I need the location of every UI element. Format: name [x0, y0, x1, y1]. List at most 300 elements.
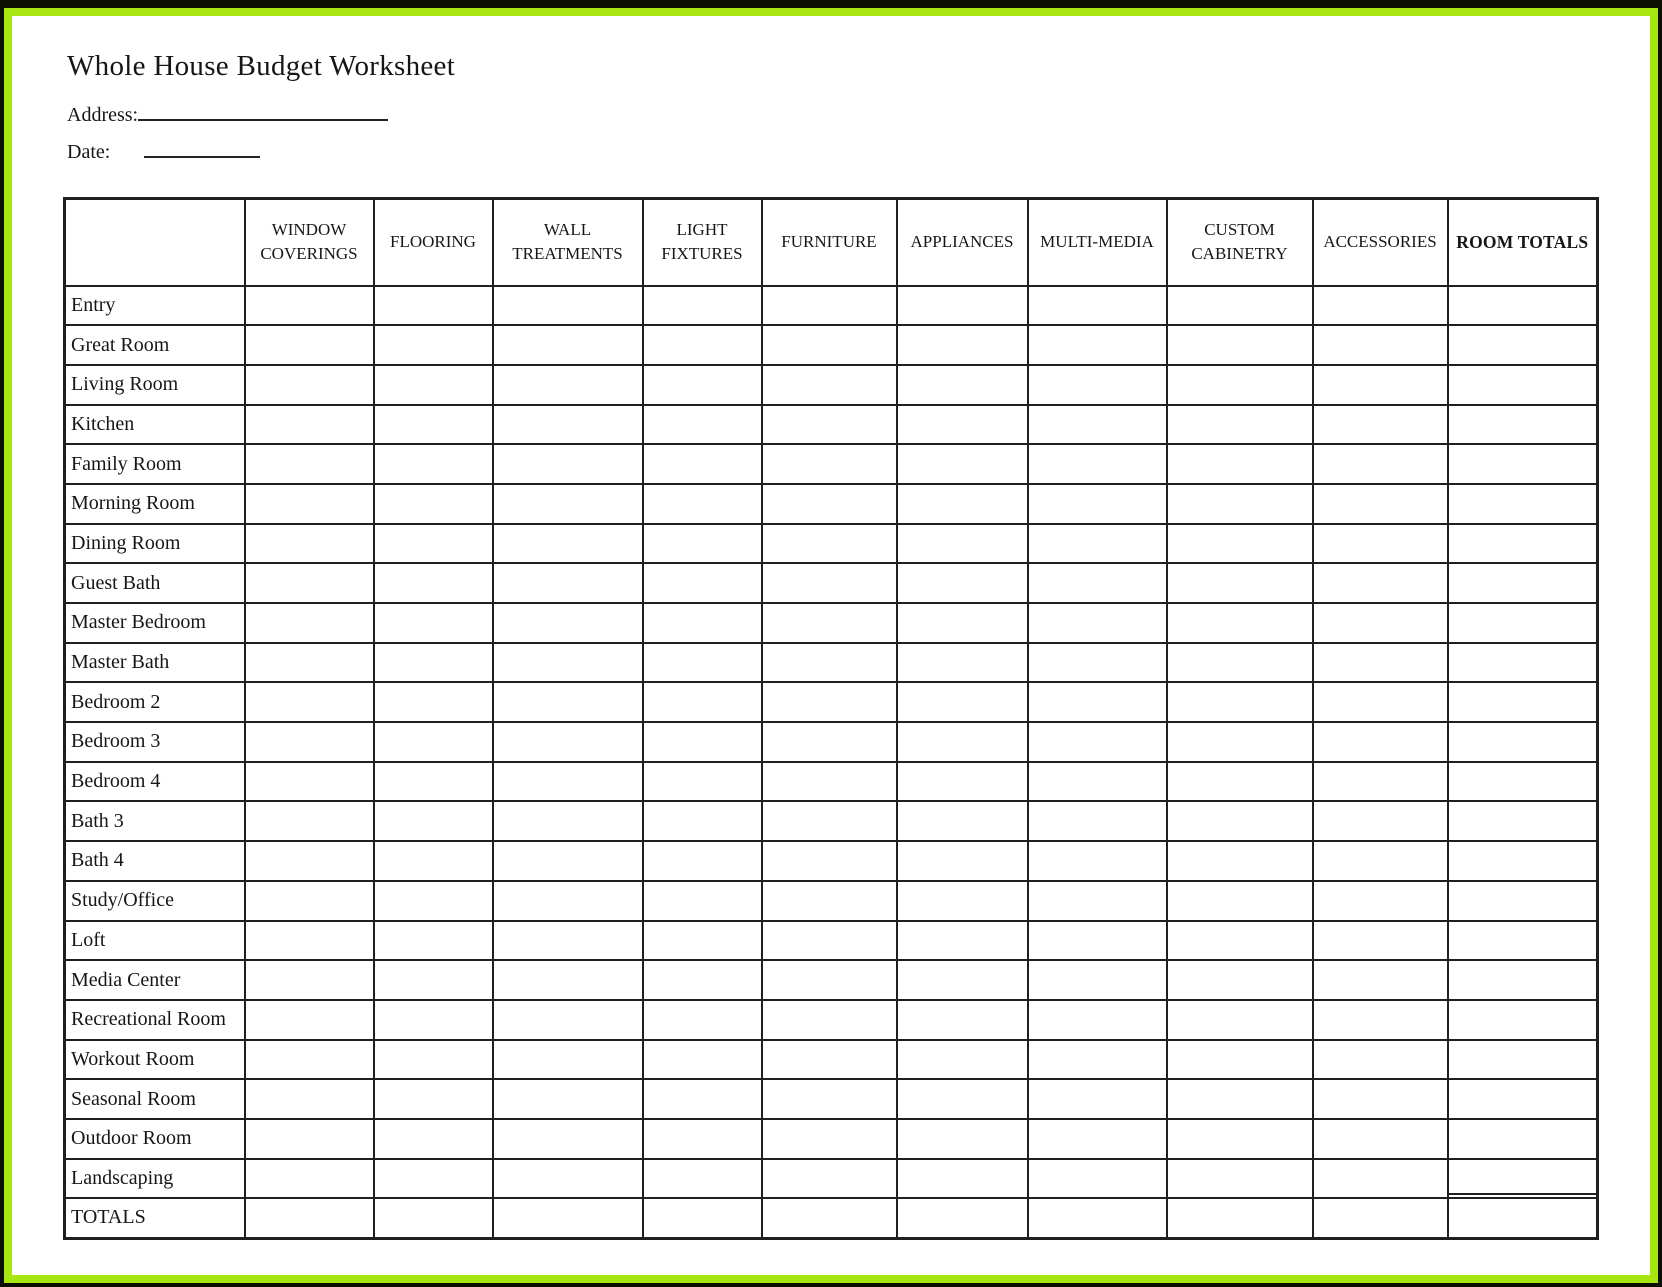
budget-cell [245, 1119, 374, 1159]
budget-cell [245, 960, 374, 1000]
budget-cell [1167, 524, 1313, 564]
budget-cell [493, 801, 643, 841]
budget-cell [1313, 365, 1448, 405]
budget-cell [374, 1040, 493, 1080]
budget-cell [643, 881, 762, 921]
column-header: FLOORING [374, 199, 493, 286]
budget-cell [762, 762, 897, 802]
row-label: Dining Room [65, 524, 245, 564]
budget-cell [1167, 1119, 1313, 1159]
row-label: TOTALS [65, 1198, 245, 1238]
budget-cell [762, 881, 897, 921]
budget-cell [1313, 643, 1448, 683]
budget-cell [762, 1040, 897, 1080]
table-row [65, 1000, 1598, 1040]
table-row [65, 405, 1598, 445]
budget-cell [897, 722, 1028, 762]
budget-cell [493, 1040, 643, 1080]
totals-row [65, 1198, 1598, 1238]
row-label: Seasonal Room [65, 1079, 245, 1119]
budget-cell [245, 801, 374, 841]
budget-cell [643, 1119, 762, 1159]
row-label: Morning Room [65, 484, 245, 524]
header-row [65, 199, 1598, 286]
budget-cell [762, 1198, 897, 1238]
budget-cell [1313, 603, 1448, 643]
table-row [65, 603, 1598, 643]
budget-cell [1167, 1198, 1313, 1238]
budget-cell [897, 881, 1028, 921]
budget-cell [762, 1119, 897, 1159]
budget-cell [374, 722, 493, 762]
table-row [65, 801, 1598, 841]
table-row [65, 643, 1598, 683]
budget-cell [897, 960, 1028, 1000]
budget-cell [1448, 1079, 1598, 1119]
budget-cell [1167, 405, 1313, 445]
corner-cell [65, 199, 245, 286]
budget-cell [1448, 682, 1598, 722]
budget-cell [245, 405, 374, 445]
budget-cell [897, 801, 1028, 841]
budget-cell [1028, 286, 1167, 326]
budget-cell [643, 286, 762, 326]
budget-cell [897, 286, 1028, 326]
budget-cell [1028, 1198, 1167, 1238]
date-blank-line [144, 143, 260, 158]
table-row [65, 1119, 1598, 1159]
budget-cell [1167, 444, 1313, 484]
budget-cell [897, 524, 1028, 564]
row-label: Bath 3 [65, 801, 245, 841]
column-header: LIGHT FIXTURES [643, 199, 762, 286]
budget-cell [1028, 1159, 1167, 1199]
table-row [65, 1040, 1598, 1080]
date-field [67, 141, 260, 164]
budget-cell [1313, 286, 1448, 326]
budget-cell [643, 325, 762, 365]
budget-cell [1313, 563, 1448, 603]
budget-cell [374, 1198, 493, 1238]
budget-cell [374, 524, 493, 564]
budget-cell [643, 603, 762, 643]
budget-cell [493, 881, 643, 921]
budget-cell [1448, 524, 1598, 564]
budget-cell [897, 921, 1028, 961]
budget-cell [245, 325, 374, 365]
budget-cell [1167, 722, 1313, 762]
budget-cell [643, 365, 762, 405]
budget-cell [374, 643, 493, 683]
budget-cell [245, 603, 374, 643]
budget-cell [762, 1000, 897, 1040]
budget-cell [493, 682, 643, 722]
budget-cell [1313, 722, 1448, 762]
budget-cell [1313, 1119, 1448, 1159]
budget-cell [374, 1000, 493, 1040]
budget-cell [1313, 682, 1448, 722]
budget-cell [1448, 1000, 1598, 1040]
budget-cell [1448, 960, 1598, 1000]
budget-cell [762, 325, 897, 365]
budget-cell [1028, 563, 1167, 603]
budget-cell-double-rule [1448, 1159, 1598, 1199]
budget-cell [1448, 444, 1598, 484]
column-header: ROOM TOTALS [1448, 199, 1598, 286]
budget-cell [493, 325, 643, 365]
budget-cell [1167, 484, 1313, 524]
row-label: Recreational Room [65, 1000, 245, 1040]
budget-cell [245, 722, 374, 762]
budget-cell [897, 405, 1028, 445]
budget-cell [245, 484, 374, 524]
budget-cell [1313, 405, 1448, 445]
budget-cell [1028, 643, 1167, 683]
table-row [65, 524, 1598, 564]
budget-cell [1313, 325, 1448, 365]
budget-cell [1028, 524, 1167, 564]
budget-cell [374, 405, 493, 445]
budget-cell [374, 1119, 493, 1159]
budget-cell [643, 921, 762, 961]
budget-cell [1448, 365, 1598, 405]
budget-cell [245, 921, 374, 961]
budget-cell [374, 682, 493, 722]
budget-cell [1448, 1198, 1598, 1238]
budget-cell [1167, 603, 1313, 643]
table-row [65, 722, 1598, 762]
budget-cell [1448, 405, 1598, 445]
budget-cell [1028, 841, 1167, 881]
budget-cell [493, 1079, 643, 1119]
address-label: Address: [67, 104, 139, 126]
budget-cell [1028, 682, 1167, 722]
budget-cell [762, 1079, 897, 1119]
budget-cell [374, 365, 493, 405]
table-row [65, 881, 1598, 921]
table-row [65, 841, 1598, 881]
row-label: Loft [65, 921, 245, 961]
date-label: Date: [67, 141, 111, 163]
budget-cell [493, 603, 643, 643]
budget-cell [1167, 841, 1313, 881]
budget-cell [1448, 325, 1598, 365]
budget-cell [643, 1040, 762, 1080]
budget-cell [374, 762, 493, 802]
row-label: Workout Room [65, 1040, 245, 1080]
budget-cell [643, 1159, 762, 1199]
budget-cell [245, 1198, 374, 1238]
column-header: WALL TREATMENTS [493, 199, 643, 286]
budget-cell [1313, 1000, 1448, 1040]
budget-cell [1028, 405, 1167, 445]
budget-cell [1167, 563, 1313, 603]
budget-cell [1028, 1040, 1167, 1080]
row-label: Entry [65, 286, 245, 326]
budget-cell [762, 1159, 897, 1199]
budget-cell [762, 286, 897, 326]
budget-cell [1167, 1040, 1313, 1080]
table-row [65, 365, 1598, 405]
budget-table [63, 197, 1599, 1240]
budget-cell [643, 762, 762, 802]
budget-cell [643, 960, 762, 1000]
budget-cell [897, 603, 1028, 643]
budget-cell [493, 484, 643, 524]
budget-cell [245, 1000, 374, 1040]
row-label: Guest Bath [65, 563, 245, 603]
budget-cell [374, 921, 493, 961]
budget-cell [762, 921, 897, 961]
budget-cell [897, 643, 1028, 683]
table-row [65, 484, 1598, 524]
table-row [65, 921, 1598, 961]
budget-cell [493, 1000, 643, 1040]
budget-cell [374, 325, 493, 365]
budget-cell [643, 682, 762, 722]
budget-cell [762, 801, 897, 841]
budget-cell [897, 1040, 1028, 1080]
budget-cell [1167, 365, 1313, 405]
budget-cell [897, 682, 1028, 722]
row-label: Bath 4 [65, 841, 245, 881]
budget-table-body [65, 286, 1598, 1239]
table-row [65, 563, 1598, 603]
budget-cell [1028, 801, 1167, 841]
budget-cell [1448, 643, 1598, 683]
budget-cell [1028, 1119, 1167, 1159]
row-label: Great Room [65, 325, 245, 365]
budget-cell [643, 722, 762, 762]
budget-table-header [65, 199, 1598, 286]
table-row [65, 325, 1598, 365]
budget-cell [762, 841, 897, 881]
budget-cell [1313, 841, 1448, 881]
budget-cell [643, 1000, 762, 1040]
row-label: Bedroom 3 [65, 722, 245, 762]
column-header: ACCESSORIES [1313, 199, 1448, 286]
budget-cell [245, 1079, 374, 1119]
budget-cell [493, 286, 643, 326]
budget-cell [1167, 1159, 1313, 1199]
budget-cell [1167, 643, 1313, 683]
budget-cell [493, 1159, 643, 1199]
budget-cell [643, 841, 762, 881]
budget-cell [762, 484, 897, 524]
budget-cell [643, 524, 762, 564]
row-label: Living Room [65, 365, 245, 405]
budget-cell [374, 444, 493, 484]
budget-cell [1313, 444, 1448, 484]
budget-cell [245, 524, 374, 564]
budget-cell [1448, 286, 1598, 326]
budget-cell [1448, 722, 1598, 762]
budget-cell [643, 563, 762, 603]
row-label: Bedroom 4 [65, 762, 245, 802]
budget-cell [493, 524, 643, 564]
budget-cell [1028, 881, 1167, 921]
budget-cell [897, 563, 1028, 603]
budget-cell [1028, 603, 1167, 643]
budget-cell [245, 1159, 374, 1199]
budget-cell [374, 563, 493, 603]
budget-cell [1028, 444, 1167, 484]
budget-cell [1167, 325, 1313, 365]
budget-cell [762, 365, 897, 405]
budget-cell [897, 841, 1028, 881]
budget-cell [374, 801, 493, 841]
budget-cell [374, 484, 493, 524]
budget-cell [374, 1159, 493, 1199]
budget-cell [1167, 682, 1313, 722]
budget-cell [897, 325, 1028, 365]
budget-cell [643, 801, 762, 841]
column-header: CUSTOM CABINETRY [1167, 199, 1313, 286]
budget-cell [1448, 603, 1598, 643]
table-row [65, 1079, 1598, 1119]
budget-cell [493, 960, 643, 1000]
budget-cell [1313, 1040, 1448, 1080]
budget-cell [897, 1159, 1028, 1199]
budget-cell [1313, 921, 1448, 961]
column-header: MULTI-MEDIA [1028, 199, 1167, 286]
budget-cell [1313, 762, 1448, 802]
column-header: APPLIANCES [897, 199, 1028, 286]
budget-cell [245, 682, 374, 722]
budget-cell [643, 484, 762, 524]
budget-cell [374, 286, 493, 326]
budget-cell [897, 1198, 1028, 1238]
budget-cell [1167, 286, 1313, 326]
budget-cell [1448, 762, 1598, 802]
budget-cell [245, 762, 374, 802]
budget-cell [1167, 881, 1313, 921]
column-header: WINDOW COVERINGS [245, 199, 374, 286]
row-label: Bedroom 2 [65, 682, 245, 722]
budget-cell [897, 484, 1028, 524]
row-label: Media Center [65, 960, 245, 1000]
budget-cell [1313, 801, 1448, 841]
budget-cell [493, 1119, 643, 1159]
budget-cell [643, 1079, 762, 1119]
budget-cell [1167, 801, 1313, 841]
table-row [65, 762, 1598, 802]
budget-cell [1448, 484, 1598, 524]
table-row [65, 1159, 1598, 1199]
budget-cell [762, 682, 897, 722]
budget-cell [1028, 484, 1167, 524]
budget-cell [493, 563, 643, 603]
budget-cell [1028, 365, 1167, 405]
table-row [65, 960, 1598, 1000]
budget-cell [1313, 524, 1448, 564]
budget-cell [374, 881, 493, 921]
budget-cell [897, 1079, 1028, 1119]
budget-cell [762, 444, 897, 484]
budget-cell [1313, 1198, 1448, 1238]
budget-cell [493, 405, 643, 445]
budget-cell [1167, 1000, 1313, 1040]
worksheet-title: Whole House Budget Worksheet [67, 50, 456, 82]
budget-cell [1028, 1079, 1167, 1119]
budget-cell [1167, 1079, 1313, 1119]
budget-cell [493, 643, 643, 683]
table-row [65, 286, 1598, 326]
budget-cell [762, 722, 897, 762]
budget-cell [493, 444, 643, 484]
budget-cell [897, 1119, 1028, 1159]
budget-cell [643, 444, 762, 484]
budget-cell [762, 643, 897, 683]
row-label: Family Room [65, 444, 245, 484]
table-row [65, 444, 1598, 484]
row-label: Outdoor Room [65, 1119, 245, 1159]
budget-cell [245, 1040, 374, 1080]
budget-cell [245, 444, 374, 484]
row-label: Landscaping [65, 1159, 245, 1199]
budget-cell [762, 405, 897, 445]
address-field [67, 104, 388, 127]
budget-cell [245, 286, 374, 326]
budget-cell [245, 881, 374, 921]
budget-cell [1448, 1040, 1598, 1080]
budget-cell [643, 405, 762, 445]
budget-cell [245, 365, 374, 405]
row-label: Master Bedroom [65, 603, 245, 643]
row-label: Study/Office [65, 881, 245, 921]
budget-cell [1028, 325, 1167, 365]
budget-cell [1167, 921, 1313, 961]
table-row [65, 682, 1598, 722]
budget-cell [1028, 921, 1167, 961]
budget-cell [374, 603, 493, 643]
budget-cell [897, 365, 1028, 405]
budget-cell [762, 960, 897, 1000]
budget-cell [1028, 722, 1167, 762]
budget-cell [493, 762, 643, 802]
budget-cell [1448, 841, 1598, 881]
budget-cell [1028, 960, 1167, 1000]
budget-cell [1313, 1159, 1448, 1199]
budget-cell [245, 643, 374, 683]
budget-cell [762, 603, 897, 643]
budget-cell [643, 1198, 762, 1238]
budget-cell [374, 1079, 493, 1119]
budget-cell [1448, 881, 1598, 921]
budget-cell [1448, 1119, 1598, 1159]
budget-cell [897, 762, 1028, 802]
column-header: FURNITURE [762, 199, 897, 286]
budget-cell [762, 524, 897, 564]
budget-cell [493, 722, 643, 762]
budget-cell [1313, 1079, 1448, 1119]
budget-cell [1313, 881, 1448, 921]
budget-cell [1448, 921, 1598, 961]
budget-cell [897, 1000, 1028, 1040]
budget-cell [374, 960, 493, 1000]
budget-cell [1313, 960, 1448, 1000]
budget-cell [762, 563, 897, 603]
row-label: Master Bath [65, 643, 245, 683]
budget-cell [1028, 1000, 1167, 1040]
budget-cell [493, 365, 643, 405]
budget-cell [245, 841, 374, 881]
budget-cell [1448, 563, 1598, 603]
budget-cell [245, 563, 374, 603]
budget-cell [493, 841, 643, 881]
budget-cell [493, 921, 643, 961]
budget-cell [1313, 484, 1448, 524]
